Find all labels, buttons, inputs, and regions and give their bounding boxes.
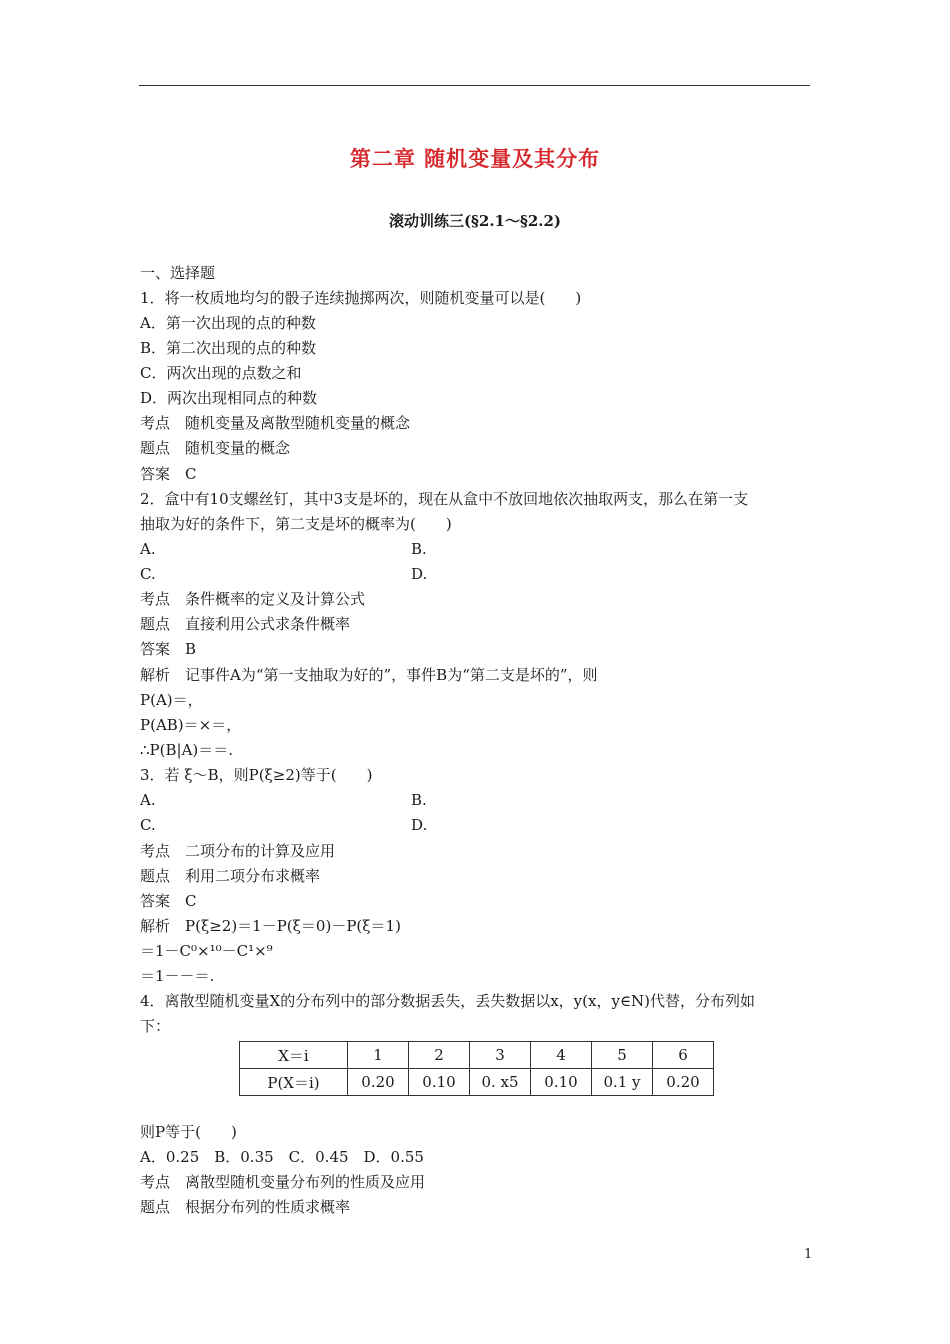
table-row [240,1042,714,1069]
q4-tidian: 题点 根据分布列的性质求概率 [140,1198,351,1216]
table-cell: 0.10 [531,1069,592,1096]
q2-step3: ∴P(B|A)＝＝. [140,741,234,759]
q4-stem-line1: 4．离散型随机变量X的分布列中的部分数据丢失，丢失数据以x，y(x，y∈N)代替，分布列如 [140,992,756,1010]
q2-step1: P(A)＝， [140,691,203,709]
q2-answer: 答案 B [140,640,197,658]
table-cell: 0. x5 [470,1069,531,1096]
q3-step2: ＝1－－＝. [140,967,215,985]
section-subtitle: 滚动训练三(§2.1～§2.2) [388,212,562,230]
q3-stem: 3．若 ξ～B，则P(ξ≥2)等于( ) [140,766,373,784]
table-cell: 5 [592,1042,653,1069]
q2-step2: P(AB)＝×＝， [140,716,242,734]
q1-answer: 答案 C [140,465,197,483]
table-cell: 1 [348,1042,409,1069]
q3-option-b: B. [411,791,427,809]
q3-option-d: D. [411,816,428,834]
table-cell: 0.10 [409,1069,470,1096]
q3-step1: ＝1－C⁰×¹⁰－C¹×⁹ [140,942,273,960]
q4-stem-line2: 下： [140,1017,171,1035]
table-cell: 0.20 [653,1069,714,1096]
table-cell: 6 [653,1042,714,1069]
q1-stem: 1．将一枚质地均匀的骰子连续抛掷两次，则随机变量可以是( ) [140,289,582,307]
q2-stem-line2: 抽取为好的条件下，第二支是坏的概率为( ) [140,515,452,533]
q3-jiexi: 解析 P(ξ≥2)＝1－P(ξ＝0)－P(ξ＝1) [140,917,401,935]
q1-tidian: 题点 随机变量的概念 [140,439,291,457]
table-cell: 0.1 y [592,1069,653,1096]
table-cell: P(X＝i) [240,1069,348,1096]
q2-kaodian: 考点 条件概率的定义及计算公式 [140,590,366,608]
q1-kaodian: 考点 随机变量及离散型随机变量的概念 [140,414,411,432]
q3-option-a: A. [140,791,156,809]
section-heading: 一、选择题 [140,264,216,282]
q2-stem-line1: 2．盒中有10支螺丝钉，其中3支是坏的，现在从盒中不放回地依次抽取两支，那么在第一支 [140,490,749,508]
q4-options: A．0.25 B．0.35 C．0.45 D．0.55 [140,1148,424,1166]
chapter-title: 第二章 随机变量及其分布 [349,146,601,171]
table-row [240,1069,714,1096]
q2-jiexi: 解析 记事件A为“第一支抽取为好的”，事件B为“第二支是坏的”，则 [140,666,598,684]
table-cell: 0.20 [348,1069,409,1096]
q3-tidian: 题点 利用二项分布求概率 [140,867,321,885]
q1-option-b: B．第二次出现的点的种数 [140,339,317,357]
page-number: 1 [804,1247,813,1262]
table-cell: 3 [470,1042,531,1069]
q4-kaodian: 考点 离散型随机变量分布列的性质及应用 [140,1173,426,1191]
distribution-table [239,1041,714,1096]
q4-question: 则P等于( ) [140,1123,237,1141]
q2-option-b: B. [411,540,427,558]
q2-option-c: C. [140,565,156,583]
table-cell: X＝i [240,1042,348,1069]
q2-tidian: 题点 直接利用公式求条件概率 [140,615,351,633]
header-rule [139,85,810,86]
q1-option-a: A．第一次出现的点的种数 [140,314,316,332]
table-cell: 2 [409,1042,470,1069]
q3-kaodian: 考点 二项分布的计算及应用 [140,842,336,860]
q3-option-c: C. [140,816,156,834]
q1-option-d: D．两次出现相同点的种数 [140,389,318,407]
table-cell: 4 [531,1042,592,1069]
q3-answer: 答案 C [140,892,197,910]
q1-option-c: C．两次出现的点数之和 [140,364,302,382]
q2-option-a: A. [140,540,156,558]
q2-option-d: D. [411,565,428,583]
